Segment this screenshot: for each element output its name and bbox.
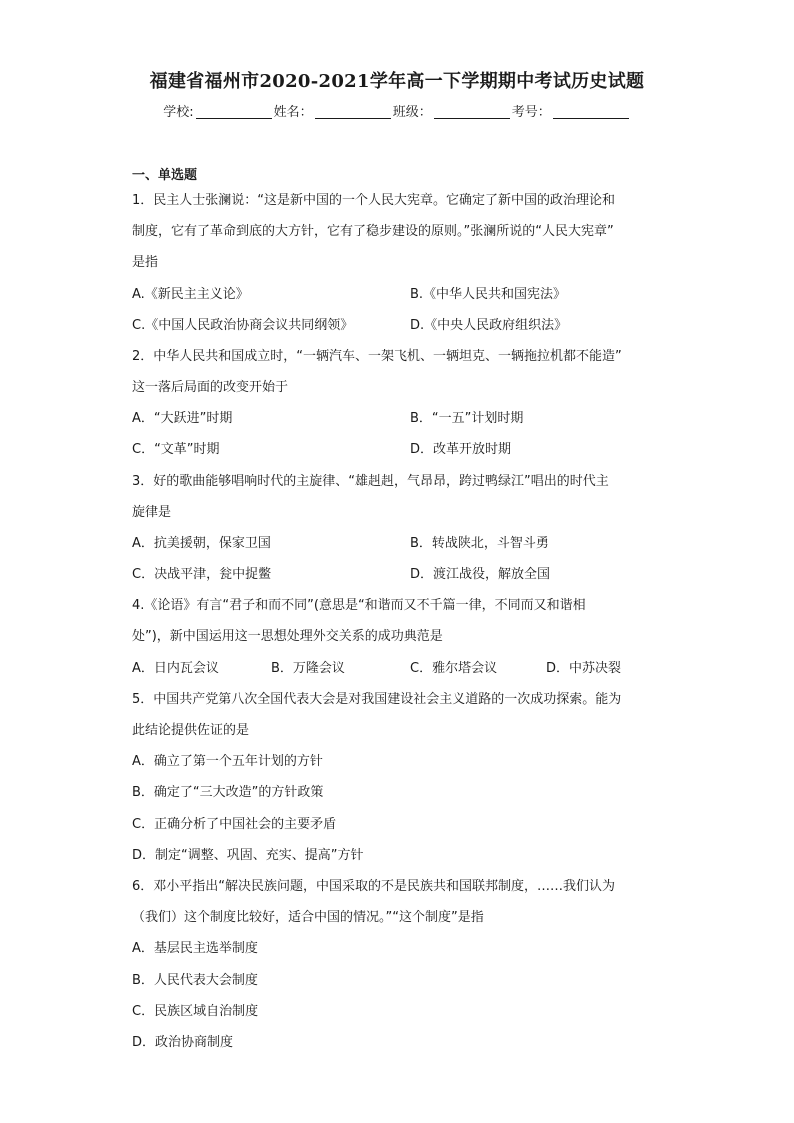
question-4-option-c: C．雅尔塔会议 [410,661,498,676]
question-3-options-row-1 [132,535,672,553]
class-label: 班级： [392,105,432,120]
name-label: 姓名： [273,105,313,120]
question-3-option-b: B．转战陕北，斗智斗勇 [410,536,549,551]
question-6-option-d: D．政治协商制度 [132,1035,234,1050]
question-3-option-a: A．抗美援朝，保家卫国 [132,536,271,551]
question-1-options-row-2 [132,317,672,335]
question-4-option-a: A．日内瓦会议 [132,661,219,676]
question-3-line-2: 旋律是 [132,505,172,520]
question-2-line-2: 这一落后局面的改变开始于 [132,380,289,395]
question-4-option-d: D．中苏决裂 [546,661,622,676]
question-1-line-2: 制度，它有了革命到底的大方针，它有了稳步建设的原则。”张澜所说的“人民大宪章” [132,224,614,239]
school-label: 学校: [163,105,194,120]
question-2-option-a: A．“大跃进”时期 [132,411,233,426]
question-5-option-c: C．正确分析了中国社会的主要矛盾 [132,817,337,832]
question-2-options-row-1 [132,410,672,428]
question-4-option-b: B．万隆会议 [271,661,345,676]
question-1-option-a: A.《新民主主义论》 [132,287,249,302]
question-2-option-b: B．“一五”计划时期 [410,411,524,426]
question-1-line-3: 是指 [132,255,159,270]
question-1-option-c: C.《中国人民政治协商会议共同纲领》 [132,318,354,333]
question-5-option-d: D．制定“调整、巩固、充实、提高”方针 [132,848,364,863]
question-2-options-row-2 [132,441,672,459]
name-blank[interactable] [315,105,391,119]
question-3-option-c: C．决战平津，瓮中捉鳖 [132,567,272,582]
question-4-line-2: 处”)，新中国运用这一思想处理外交关系的成功典范是 [132,629,443,644]
question-5-option-b: B．确定了“三大改造”的方针政策 [132,785,324,800]
question-1-option-d: D.《中央人民政府组织法》 [410,318,568,333]
exam-number-blank[interactable] [553,105,629,119]
question-3-option-d: D．渡江战役，解放全国 [410,567,551,582]
question-6-line-1: 6．邓小平指出“解决民族问题，中国采取的不是民族共和国联邦制度，……我们认为 [132,879,616,894]
question-5-line-2: 此结论提供佐证的是 [132,723,250,738]
question-2-line-1: 2．中华人民共和国成立时，“一辆汽车、一架飞机、一辆坦克、一辆拖拉机都不能造” [132,349,622,364]
question-5-line-1: 5．中国共产党第八次全国代表大会是对我国建设社会主义道路的一次成功探索。能为 [132,692,622,707]
question-6-option-c: C．民族区域自治制度 [132,1004,259,1019]
exam-number-label: 考号： [511,105,551,120]
question-1-option-b: B.《中华人民共和国宪法》 [410,287,567,302]
question-3-options-row-2 [132,566,672,584]
question-6-option-b: B．人民代表大会制度 [132,973,258,988]
question-2-option-c: C．“文革”时期 [132,442,220,457]
question-1-line-1: 1．民主人士张澜说：“这是新中国的一个人民大宪章。它确定了新中国的政治理论和 [132,193,616,208]
exam-title: 福建省福州市2020-2021学年高一下学期期中考试历史试题 [149,71,645,92]
class-blank[interactable] [434,105,510,119]
section-heading: 一、单选题 [132,168,198,183]
question-4-line-1: 4.《论语》有言“君子和而不同”(意思是“和谐而又不千篇一律，不同而又和谐相 [132,598,586,613]
question-3-line-1: 3．好的歌曲能够唱响时代的主旋律、“雄赳赳，气昂昂，跨过鸭绿江”唱出的时代主 [132,474,609,489]
question-2-option-d: D．改革开放时期 [410,442,512,457]
question-5-option-a: A．确立了第一个五年计划的方针 [132,754,323,769]
question-6-line-2: （我们）这个制度比较好，适合中国的情况。”“这个制度”是指 [132,910,484,925]
student-info-line [0,104,794,122]
question-6-option-a: A．基层民主选举制度 [132,941,258,956]
school-blank[interactable] [196,105,272,119]
question-1-options-row-1 [132,286,672,304]
